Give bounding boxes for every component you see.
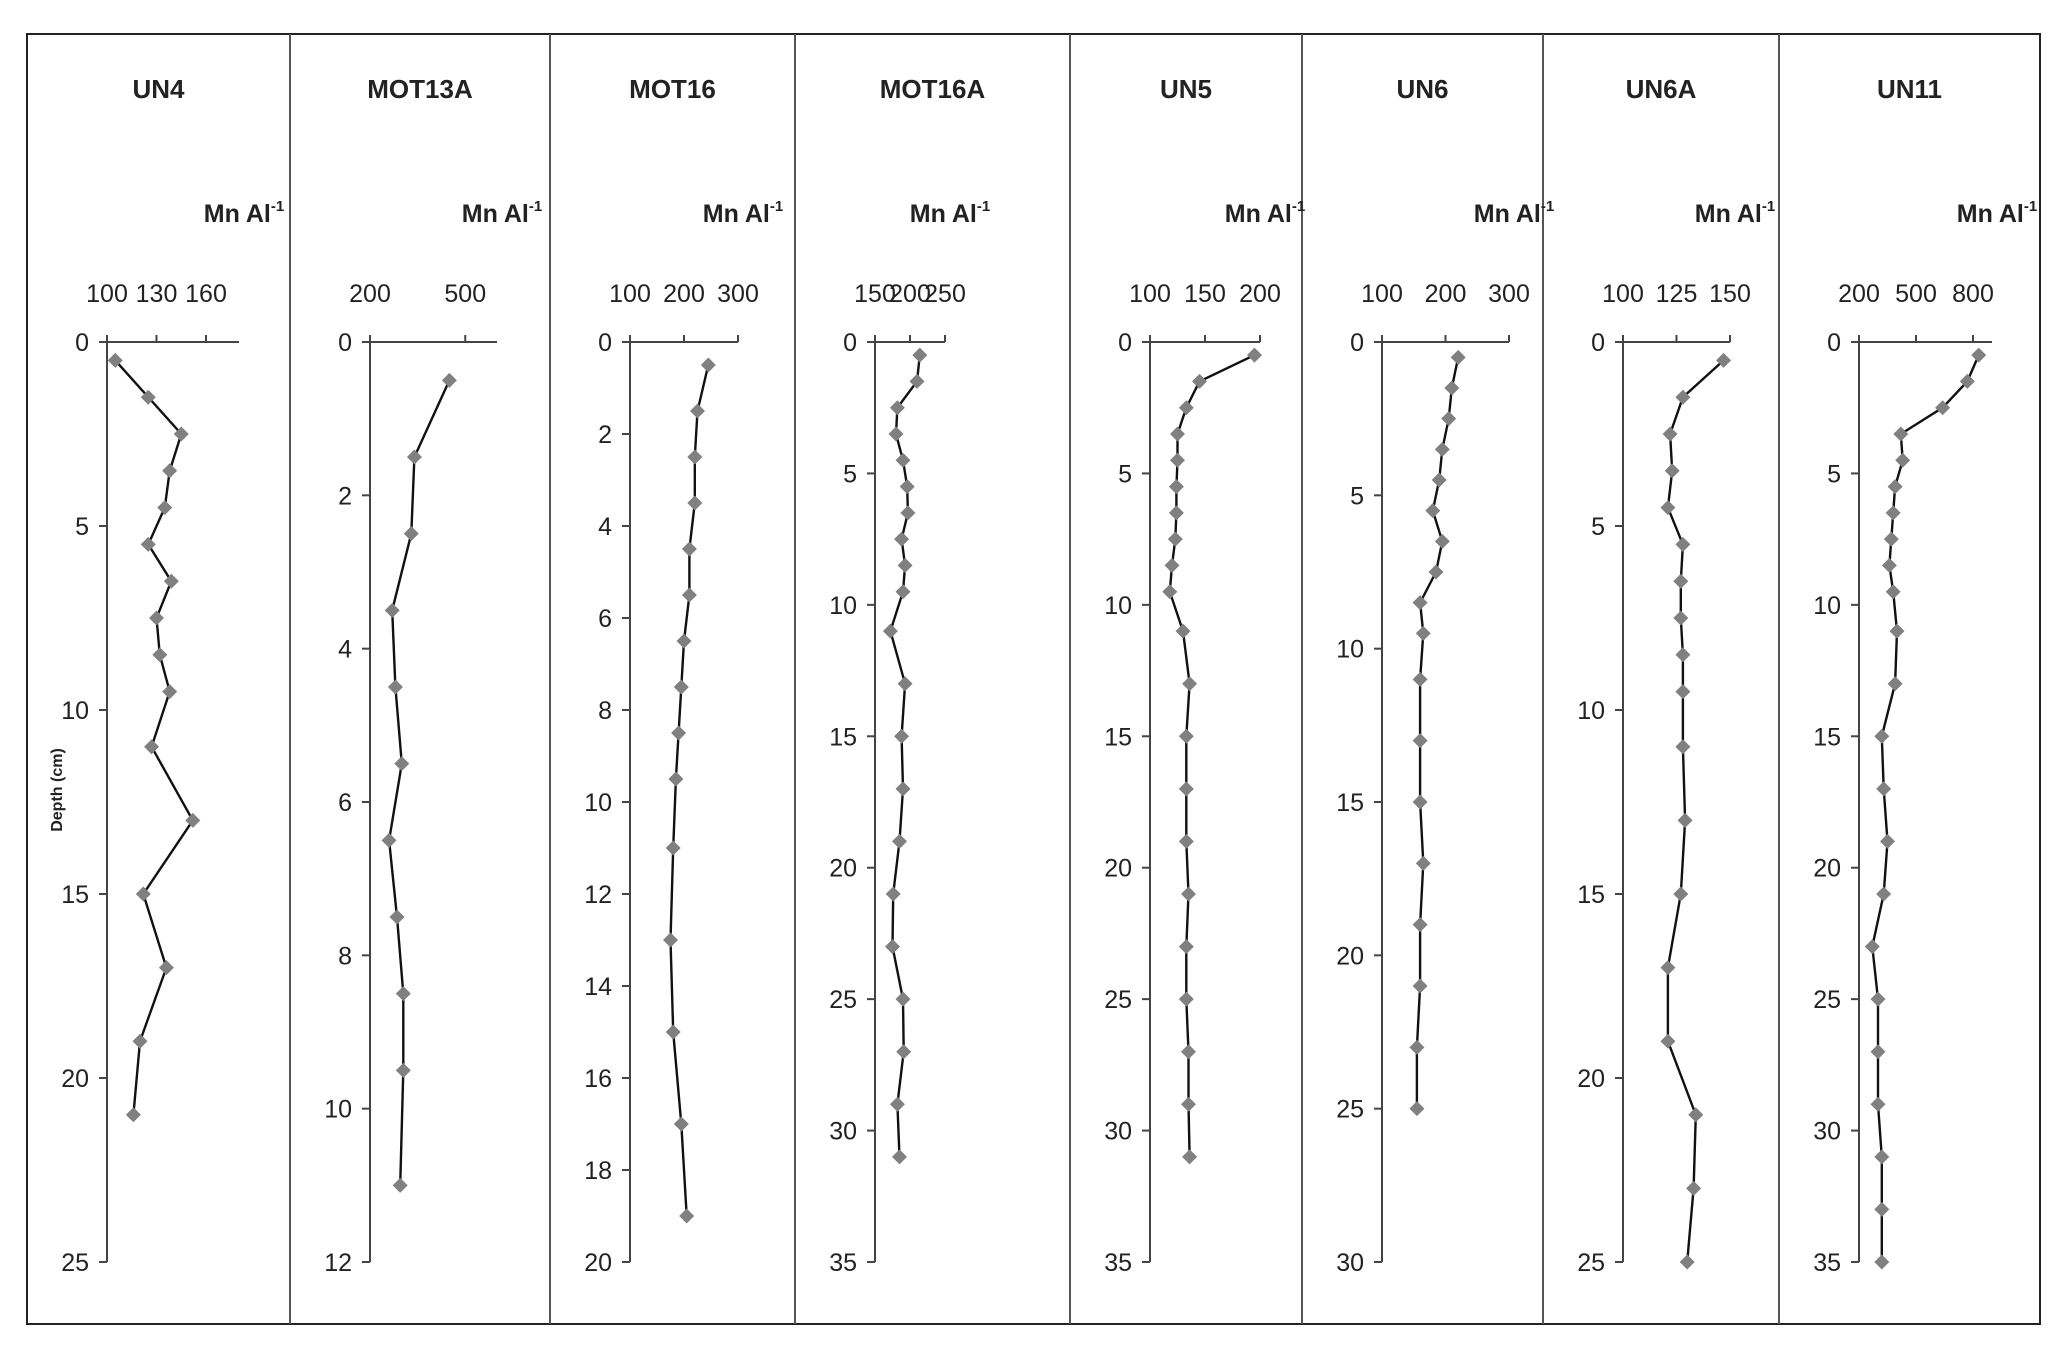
y-tick-label: 8 (338, 942, 352, 971)
data-point (1181, 887, 1196, 902)
y-tick-label: 0 (1118, 329, 1132, 357)
x-axis-unit-label (1957, 198, 2037, 228)
data-point (382, 833, 397, 848)
unit-text: Mn Al (1956, 200, 2024, 228)
data-point (1660, 1034, 1675, 1049)
panel-title: MOT13A (367, 74, 473, 104)
data-point (1888, 676, 1903, 691)
y-tick-label: 30 (829, 1117, 857, 1146)
x-axis-unit-label (1225, 198, 1305, 228)
y-tick-label: 6 (598, 605, 612, 633)
y-tick-label: 30 (1336, 1249, 1364, 1277)
x-tick-label: 150 (1184, 280, 1226, 308)
y-tick-label: 0 (338, 329, 352, 357)
panel-title: MOT16 (629, 74, 716, 104)
x-tick-label: 150 (854, 280, 896, 308)
x-tick-label: 100 (1602, 280, 1644, 308)
x-axis-unit-label (204, 198, 284, 228)
data-point (892, 834, 907, 849)
series-line (890, 355, 919, 1157)
data-point (1409, 1040, 1424, 1055)
data-point (1874, 729, 1889, 744)
y-tick-label: 30 (1813, 1117, 1841, 1146)
y-tick-label: 2 (338, 482, 352, 511)
data-point (162, 463, 177, 478)
y-tick-label: 0 (843, 329, 857, 357)
panel-mot16 (584, 74, 783, 1277)
data-point (157, 500, 172, 515)
data-point (1888, 479, 1903, 494)
data-point (1876, 887, 1891, 902)
unit-superscript: -1 (769, 198, 784, 215)
data-point (682, 542, 697, 557)
x-tick-label: 100 (1361, 280, 1403, 308)
data-point (1880, 834, 1895, 849)
data-point (677, 634, 692, 649)
data-point (896, 781, 911, 796)
data-point (1179, 400, 1194, 415)
y-tick-label: 5 (75, 513, 89, 541)
y-tick-label: 10 (1104, 591, 1132, 620)
x-axis-unit-label (703, 198, 783, 228)
data-point (896, 992, 911, 1007)
y-tick-label: 25 (1577, 1249, 1605, 1277)
data-point (149, 611, 164, 626)
data-point (1162, 584, 1177, 599)
data-point (1168, 532, 1183, 547)
y-tick-label: 20 (1577, 1065, 1605, 1093)
y-tick-label: 20 (1336, 942, 1364, 971)
y-tick-label: 4 (598, 513, 612, 541)
y-tick-label: 6 (338, 789, 352, 817)
data-point (1886, 584, 1901, 599)
data-point (1882, 558, 1897, 573)
data-point (896, 584, 911, 599)
y-tick-label: 35 (829, 1249, 857, 1277)
data-point (885, 939, 900, 954)
panel-title: UN11 (1876, 74, 1943, 104)
data-point (162, 684, 177, 699)
data-point (1413, 979, 1428, 994)
y-tick-label: 15 (829, 723, 857, 752)
panel-mot16a (829, 74, 990, 1277)
unit-superscript: -1 (1761, 198, 1776, 215)
data-point (1182, 1149, 1197, 1164)
y-tick-label: 14 (584, 973, 612, 1001)
y-tick-label: 0 (1350, 329, 1364, 357)
data-point (126, 1107, 141, 1122)
data-point (666, 841, 681, 856)
y-tick-label: 15 (1577, 881, 1605, 909)
data-point (1886, 505, 1901, 520)
y-tick-label: 5 (1827, 460, 1841, 489)
y-tick-label: 25 (1336, 1095, 1364, 1124)
data-point (396, 986, 411, 1001)
data-point (1444, 381, 1459, 396)
data-point (1176, 624, 1191, 639)
y-tick-label: 10 (324, 1095, 352, 1124)
data-point (393, 1178, 408, 1193)
data-point (1874, 1255, 1889, 1270)
data-point (1675, 684, 1690, 699)
data-point (900, 479, 915, 494)
data-point (1893, 427, 1908, 442)
x-axis-unit-label (462, 198, 542, 228)
y-tick-label: 15 (1813, 723, 1841, 752)
x-axis-unit-label (910, 198, 990, 228)
panels-group (49, 34, 2037, 1324)
data-point (1416, 626, 1431, 641)
x-tick-label: 250 (924, 280, 966, 308)
panel-un5 (1104, 74, 1305, 1277)
data-point (674, 1117, 689, 1132)
y-tick-label: 10 (1813, 591, 1841, 620)
y-tick-label: 0 (1591, 329, 1605, 357)
data-point (164, 574, 179, 589)
y-tick-label: 25 (61, 1249, 89, 1277)
x-tick-label: 125 (1655, 280, 1698, 308)
x-tick-label: 100 (609, 280, 651, 308)
data-point (1165, 558, 1180, 573)
x-tick-label: 160 (185, 280, 227, 308)
panel-title: UN4 (132, 74, 185, 104)
y-tick-label: 5 (1118, 460, 1132, 489)
data-point (687, 450, 702, 465)
data-point (1680, 1255, 1695, 1270)
data-point (666, 1025, 681, 1040)
data-point (1874, 1149, 1889, 1164)
x-tick-label: 100 (1129, 280, 1171, 308)
series-line (671, 365, 709, 1216)
data-point (900, 505, 915, 520)
y-tick-label: 16 (584, 1065, 612, 1093)
data-point (388, 680, 403, 695)
unit-text: Mn Al (203, 200, 271, 228)
y-tick-label: 10 (61, 697, 89, 725)
data-point (1895, 453, 1910, 468)
series-line (1668, 360, 1724, 1262)
panel-title: UN6 (1396, 74, 1449, 104)
y-tick-label: 4 (338, 635, 352, 664)
x-tick-label: 500 (1895, 280, 1937, 308)
data-point (1169, 479, 1184, 494)
y-tick-label: 5 (1350, 482, 1364, 511)
data-point (1871, 1097, 1886, 1112)
data-point (1871, 1044, 1886, 1059)
unit-text: Mn Al (1694, 200, 1762, 228)
data-point (1435, 534, 1450, 549)
panel-un6 (1336, 74, 1554, 1277)
data-point (1179, 781, 1194, 796)
data-point (1874, 1202, 1889, 1217)
data-point (886, 887, 901, 902)
data-point (1179, 729, 1194, 744)
y-tick-label: 35 (1813, 1249, 1841, 1277)
panel-title: MOT16A (879, 74, 986, 104)
y-tick-label: 2 (598, 421, 612, 449)
data-point (687, 496, 702, 511)
y-tick-label: 12 (584, 881, 612, 909)
x-tick-label: 200 (1424, 280, 1467, 308)
data-point (1451, 350, 1466, 365)
y-tick-label: 10 (829, 591, 857, 620)
unit-text: Mn Al (1473, 200, 1541, 228)
unit-text: Mn Al (702, 200, 770, 228)
panel-title: UN5 (1159, 74, 1213, 104)
y-tick-label: 20 (829, 854, 857, 883)
data-point (896, 453, 911, 468)
data-point (185, 813, 200, 828)
data-point (1673, 611, 1688, 626)
data-point (1409, 1101, 1424, 1116)
y-tick-label: 5 (1591, 513, 1605, 541)
data-point (1170, 453, 1185, 468)
series-line (1872, 355, 1978, 1262)
data-point (1673, 574, 1688, 589)
y-tick-label: 8 (598, 697, 612, 725)
y-tick-label: 35 (1104, 1249, 1132, 1277)
unit-superscript: -1 (976, 198, 991, 215)
data-point (674, 680, 689, 695)
x-tick-label: 200 (1239, 280, 1281, 308)
data-point (394, 756, 409, 771)
data-point (671, 726, 686, 741)
y-tick-label: 20 (1104, 854, 1132, 883)
data-point (404, 526, 419, 541)
data-point (1413, 733, 1428, 748)
data-point (1675, 739, 1690, 754)
data-point (1675, 647, 1690, 662)
x-tick-label: 800 (1952, 280, 1994, 308)
x-tick-label: 300 (1488, 280, 1530, 308)
data-point (1660, 960, 1675, 975)
data-point (890, 1097, 905, 1112)
panel-title: UN6A (1625, 74, 1697, 104)
data-point (1247, 348, 1262, 363)
y-tick-label: 10 (1577, 697, 1605, 725)
y-tick-label: 18 (584, 1157, 612, 1185)
data-point (1181, 1044, 1196, 1059)
unit-text: Mn Al (909, 200, 977, 228)
data-point (1428, 565, 1443, 580)
y-axis-label: Depth (cm) (49, 748, 66, 832)
panel-un11 (1813, 74, 2037, 1277)
panel-mot13a (324, 74, 542, 1277)
data-point (407, 450, 422, 465)
y-tick-label: 15 (1104, 723, 1132, 752)
unit-superscript: -1 (2023, 198, 2038, 215)
data-point (152, 647, 167, 662)
y-tick-label: 0 (598, 329, 612, 357)
x-axis-unit-label (1695, 198, 1775, 228)
data-point (1660, 500, 1675, 515)
x-tick-label: 300 (717, 280, 759, 308)
unit-text: Mn Al (461, 200, 529, 228)
data-point (883, 624, 898, 639)
y-tick-label: 30 (1104, 1117, 1132, 1146)
y-tick-label: 10 (1336, 635, 1364, 664)
y-tick-label: 25 (1813, 986, 1841, 1015)
data-point (896, 1044, 911, 1059)
x-tick-label: 150 (1709, 280, 1751, 308)
x-tick-label: 500 (444, 280, 487, 308)
data-point (1181, 1097, 1196, 1112)
data-point (442, 373, 457, 388)
data-point (133, 1034, 148, 1049)
x-tick-label: 200 (889, 280, 931, 308)
x-tick-label: 200 (1838, 280, 1880, 308)
data-point (141, 537, 156, 552)
data-point (1663, 427, 1678, 442)
y-tick-label: 20 (584, 1249, 612, 1277)
data-point (898, 676, 913, 691)
data-point (682, 588, 697, 603)
data-point (912, 348, 927, 363)
data-point (1435, 442, 1450, 457)
data-point (389, 910, 404, 925)
data-point (1441, 411, 1456, 426)
y-tick-label: 5 (843, 460, 857, 489)
y-tick-label: 15 (1336, 789, 1364, 817)
data-point (1179, 939, 1194, 954)
unit-text: Mn Al (1224, 200, 1292, 228)
data-point (668, 772, 683, 787)
data-point (894, 729, 909, 744)
data-point (1179, 992, 1194, 1007)
y-tick-label: 12 (324, 1249, 352, 1277)
x-tick-label: 200 (349, 280, 391, 308)
y-tick-label: 10 (584, 789, 612, 817)
data-point (889, 427, 904, 442)
data-point (1170, 427, 1185, 442)
data-point (1673, 887, 1688, 902)
data-point (1413, 595, 1428, 610)
data-point (159, 960, 174, 975)
y-tick-label: 0 (75, 329, 89, 357)
data-point (1971, 348, 1986, 363)
data-point (663, 933, 678, 948)
data-point (1884, 532, 1899, 547)
x-tick-label: 200 (663, 280, 705, 308)
panel-un6a (1577, 74, 1775, 1277)
data-point (144, 739, 159, 754)
data-point (1179, 834, 1194, 849)
unit-superscript: -1 (528, 198, 543, 215)
unit-superscript: -1 (270, 198, 285, 215)
y-tick-label: 25 (1104, 986, 1132, 1015)
data-point (1686, 1181, 1701, 1196)
data-point (1413, 795, 1428, 810)
data-point (898, 558, 913, 573)
data-point (1416, 856, 1431, 871)
series-line (389, 380, 449, 1185)
data-point (1678, 813, 1693, 828)
data-point (1665, 463, 1680, 478)
data-point (701, 358, 716, 373)
data-point (1890, 624, 1905, 639)
data-point (1871, 992, 1886, 1007)
y-tick-label: 15 (61, 881, 89, 909)
data-point (385, 603, 400, 618)
data-point (690, 404, 705, 419)
data-point (1413, 917, 1428, 932)
data-point (396, 1063, 411, 1078)
unit-superscript: -1 (1291, 198, 1306, 215)
data-point (1876, 781, 1891, 796)
y-tick-label: 20 (61, 1065, 89, 1093)
data-point (136, 887, 151, 902)
data-point (1675, 537, 1690, 552)
x-tick-label: 130 (135, 280, 178, 308)
series-line (115, 360, 193, 1114)
y-tick-label: 25 (829, 986, 857, 1015)
x-tick-label: 100 (86, 280, 128, 308)
series-line (1417, 357, 1458, 1108)
data-point (1688, 1107, 1703, 1122)
y-tick-label: 20 (1813, 854, 1841, 883)
data-point (1432, 473, 1447, 488)
data-point (1192, 374, 1207, 389)
data-point (1182, 676, 1197, 691)
data-point (1169, 505, 1184, 520)
series-line (1170, 355, 1255, 1157)
unit-superscript: -1 (1540, 198, 1555, 215)
data-point (1413, 672, 1428, 687)
data-point (892, 1149, 907, 1164)
panel-un4 (61, 74, 284, 1277)
y-tick-label: 0 (1827, 329, 1841, 357)
data-point (1865, 939, 1880, 954)
data-point (894, 532, 909, 547)
data-point (1425, 503, 1440, 518)
data-point (679, 1209, 694, 1224)
